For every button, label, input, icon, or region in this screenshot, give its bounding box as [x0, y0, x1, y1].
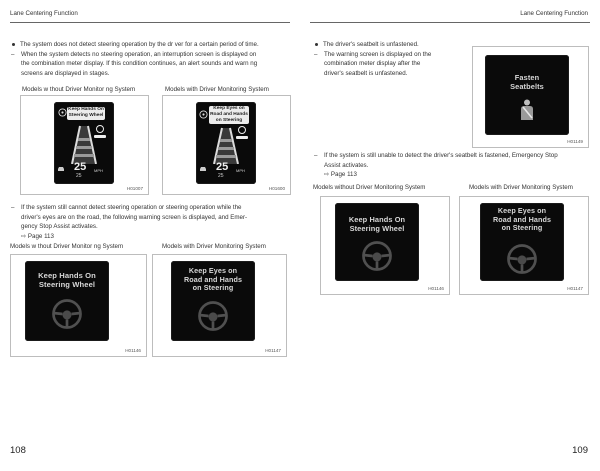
sub-line: driver's eyes are on the road, the following warning screen is displayed, and Emer- — [21, 213, 248, 221]
sub-line: When the system detects no steering operation, an interruption screen is displayed on — [21, 50, 257, 58]
sub-item — [313, 50, 463, 79]
bullet-item — [313, 40, 463, 50]
speed-unit: MPH — [94, 168, 103, 173]
lane-graphic — [196, 126, 256, 164]
sub-line: screens are displayed in stages. — [21, 69, 110, 77]
speed-readout: 25 — [216, 161, 229, 173]
bullet-dot — [12, 43, 15, 46]
figure-id: H01147 — [567, 286, 583, 291]
set-speed: 25 — [76, 173, 82, 179]
left-escalation-block — [10, 203, 295, 241]
sub-line: the combination meter display. If this condition continues, an alert sounds and warn ng — [21, 60, 258, 68]
header-rule-left — [10, 22, 290, 23]
speed-unit: MPH — [236, 168, 245, 173]
bullet-text: The system does not detect steering operation by the dr ver for a certain period of time. — [20, 41, 259, 48]
steering-wheel-icon — [49, 296, 85, 332]
warning-screen — [480, 203, 564, 281]
right-escalation-block — [313, 151, 593, 180]
sub-line: gency Stop Assist activates. — [21, 223, 98, 231]
right-intro-block — [313, 40, 463, 78]
warning-banner-text: Keep Hands On Steering Wheel — [68, 107, 104, 118]
set-speed: 25 — [218, 173, 224, 179]
caption-without-dms: Models w thout Driver Monitor ng System — [22, 86, 136, 93]
sub-line: combination meter display after the — [324, 60, 421, 68]
dash-marker: – — [11, 50, 15, 58]
page-number-left: 108 — [10, 445, 26, 456]
dash-marker: – — [11, 204, 15, 211]
steering-wheel-icon — [359, 238, 395, 274]
caption-with-dms: Models with Driver Monitoring System — [165, 86, 269, 93]
sub-line: driver's seatbelt is unfastened. — [324, 69, 408, 77]
header-rule-right — [310, 22, 590, 23]
seatbelt-icon — [518, 99, 536, 121]
steering-wheel-icon — [199, 110, 208, 119]
figure-cluster-with-dms — [162, 95, 291, 195]
page-reference-link[interactable]: ⇨ Page 113 — [21, 232, 54, 240]
warning-message: Fasten Seatbelts — [510, 73, 544, 91]
sub-item — [313, 151, 593, 170]
left-intro-block — [10, 40, 295, 78]
figure-id: H01007 — [126, 186, 143, 191]
figure-warning-with-dms — [152, 254, 287, 357]
dash-marker: – — [314, 152, 318, 159]
figure-id: H01600 — [268, 186, 285, 191]
sub-line: If the system still cannot detect steering operation or steering operation while the — [21, 204, 242, 211]
sub-line: If the system is still unable to detect the driver's seatbelt is fastened, Emergency Stop — [324, 152, 558, 159]
bullet-item — [10, 40, 295, 50]
warning-banner-text: Keep Eyes on Road and Hands on Steering — [210, 106, 248, 123]
figure-id: H01146 — [125, 348, 141, 353]
warning-screen — [335, 203, 419, 281]
warning-banner — [67, 107, 105, 120]
steering-wheel-icon — [58, 108, 67, 117]
car-icon — [199, 166, 207, 172]
warning-screen — [25, 261, 109, 341]
warning-message: Keep Eyes on Road and Hands on Steering — [183, 266, 243, 293]
caption-with-dms: Models with Driver Monitoring System — [469, 184, 573, 191]
dash-marker: – — [314, 50, 318, 58]
speed-readout: 25 — [74, 161, 87, 173]
cluster-display — [196, 102, 256, 184]
page-number-right: 109 — [572, 445, 588, 456]
sub-item — [10, 50, 295, 79]
figure-id: H01147 — [265, 348, 281, 353]
caption-without-dms: Models w thout Driver Monitor ng System — [10, 243, 124, 250]
page-reference-link[interactable]: ⇨ Page 113 — [324, 171, 357, 179]
cluster-display — [54, 102, 114, 184]
lane-graphic — [54, 124, 114, 164]
steering-wheel-icon — [504, 241, 540, 277]
steering-wheel-icon — [195, 298, 231, 334]
warning-message: Keep Hands On Steering Wheel — [348, 215, 406, 233]
running-header-left: Lane Centering Function — [10, 10, 78, 17]
bullet-text: The driver's seatbelt is unfastened. — [323, 41, 419, 48]
caption-with-dms: Models with Driver Monitoring System — [162, 243, 266, 250]
figure-cluster-without-dms — [20, 95, 149, 195]
car-icon — [57, 166, 65, 172]
caption-without-dms: Models without Driver Monitoring System — [313, 184, 426, 191]
bullet-dot — [315, 43, 318, 46]
warning-message: Keep Eyes on Road and Hands on Steering — [492, 206, 552, 233]
figure-warning-without-dms — [320, 196, 450, 295]
warning-message: Keep Hands On Steering Wheel — [38, 271, 96, 289]
sub-item — [10, 203, 295, 232]
warning-screen — [171, 261, 255, 341]
sub-line: The warning screen is displayed on the — [324, 50, 432, 58]
running-header-right: Lane Centering Function — [520, 10, 588, 17]
warning-screen — [485, 55, 569, 135]
figure-id: H01146 — [428, 286, 444, 291]
figure-warning-without-dms — [10, 254, 147, 357]
sub-line: Assist activates. — [324, 161, 369, 169]
figure-id: H01149 — [567, 139, 583, 144]
warning-banner — [209, 106, 249, 124]
figure-warning-with-dms — [459, 196, 589, 295]
figure-fasten-seatbelts — [472, 46, 589, 148]
